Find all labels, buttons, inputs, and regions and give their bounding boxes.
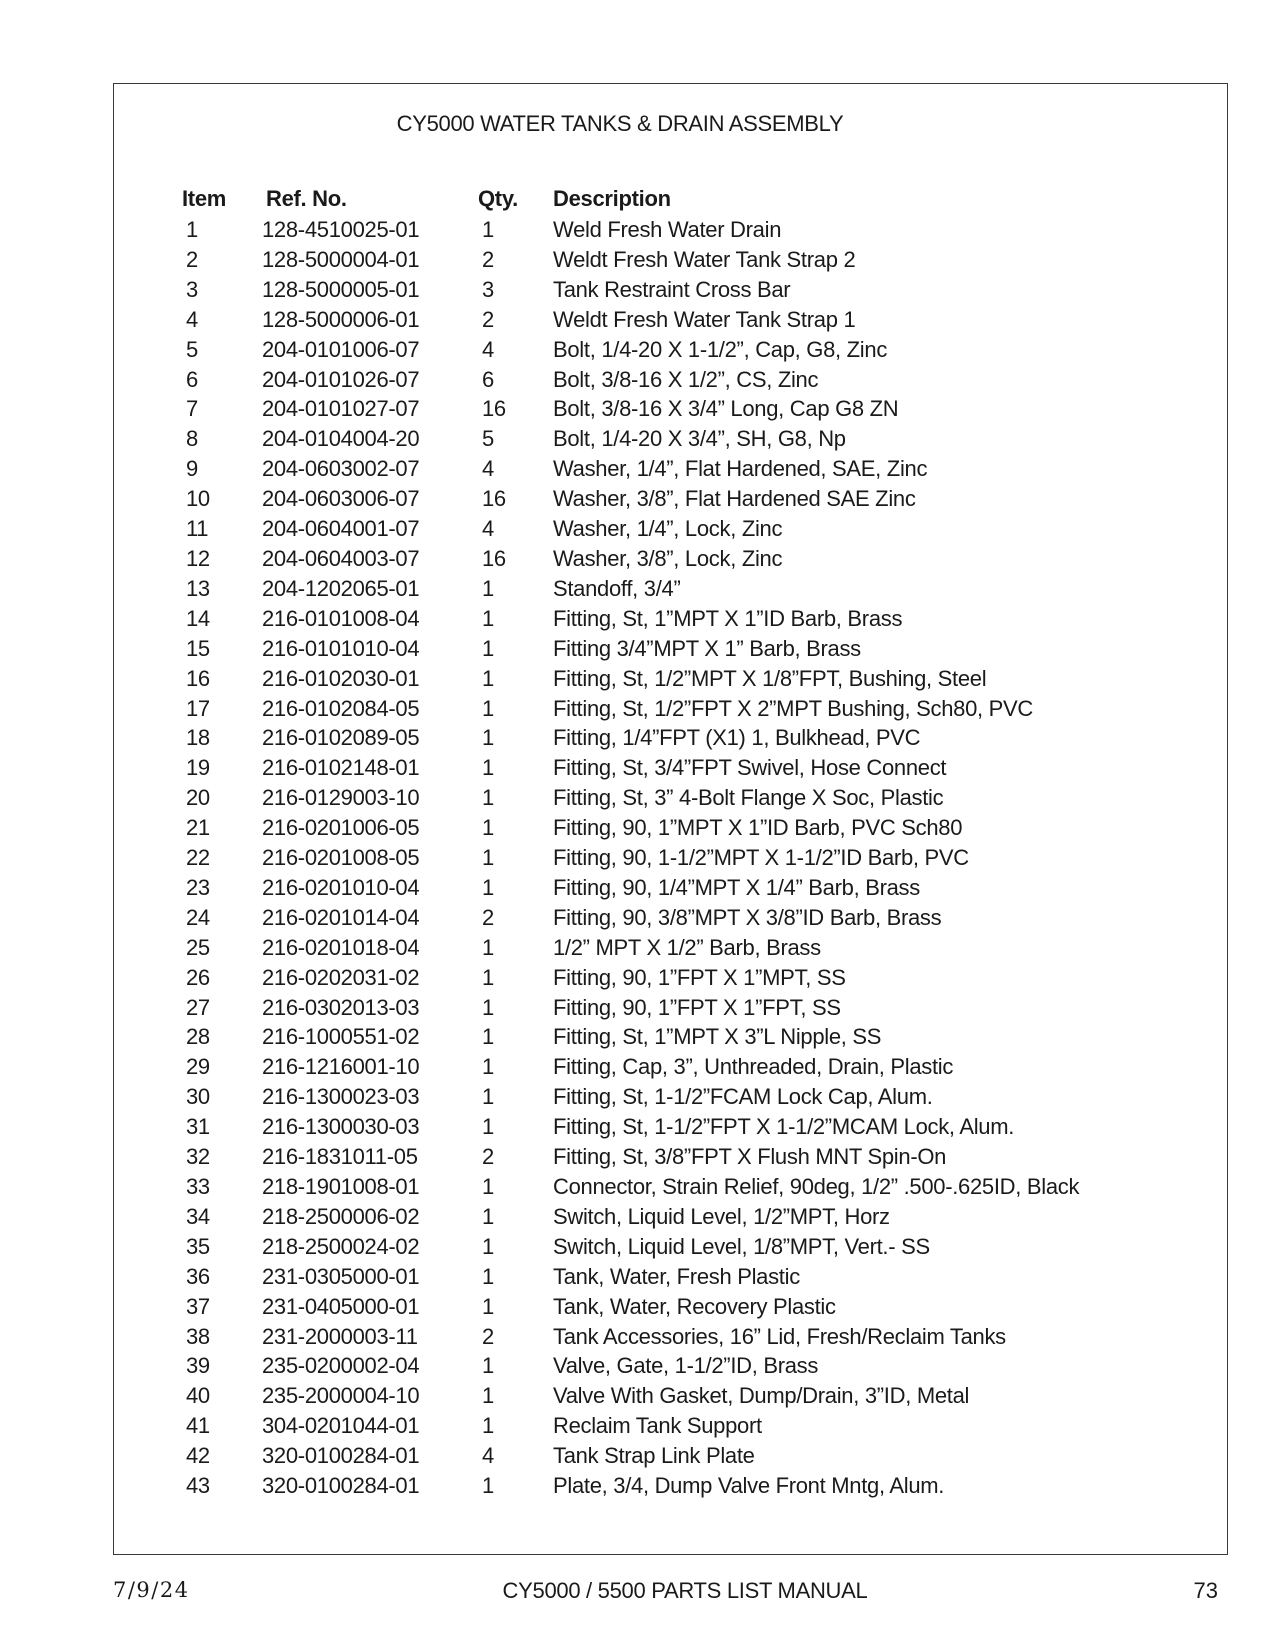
cell-item: 38: [186, 1323, 210, 1349]
cell-ref-no: 235-0200002-04: [262, 1353, 420, 1379]
cell-qty: 1: [482, 1383, 494, 1409]
cell-qty: 1: [482, 874, 494, 900]
cell-item: 18: [186, 725, 210, 751]
table-row: [178, 1232, 1079, 1262]
cell-qty: 1: [482, 1353, 494, 1379]
cell-ref-no: 216-0201008-05: [262, 845, 420, 871]
cell-qty: 1: [482, 1233, 494, 1259]
cell-description: Connector, Strain Relief, 90deg, 1/2” .500-.625ID, Black: [553, 1174, 1080, 1199]
cell-description: Switch, Liquid Level, 1/2”MPT, Horz: [553, 1203, 890, 1229]
table-row: [178, 1202, 1079, 1232]
table-row: [178, 873, 1079, 903]
table-row: [178, 1112, 1079, 1142]
cell-item: 6: [186, 366, 198, 392]
cell-qty: 2: [482, 306, 494, 332]
table-row: [178, 1322, 1079, 1352]
cell-ref-no: 216-0201018-04: [262, 934, 420, 960]
table-row: [178, 963, 1079, 993]
cell-qty: 16: [482, 396, 506, 422]
cell-description: Valve, Gate, 1-1/2”ID, Brass: [553, 1353, 819, 1379]
cell-description: Valve With Gasket, Dump/Drain, 3”ID, Metal: [553, 1383, 970, 1409]
table-row: [178, 843, 1079, 873]
cell-ref-no: 216-0102148-01: [262, 755, 420, 781]
cell-description: Fitting, St, 3/8”FPT X Flush MNT Spin-On: [553, 1144, 947, 1170]
table-row: [178, 454, 1079, 484]
cell-ref-no: 128-5000006-01: [262, 306, 420, 332]
cell-ref-no: 216-0101008-04: [262, 605, 420, 631]
cell-qty: 6: [482, 366, 494, 392]
cell-qty: 1: [482, 605, 494, 631]
cell-description: Bolt, 1/4-20 X 3/4”, SH, G8, Np: [553, 426, 846, 452]
table-row: [178, 305, 1079, 335]
table-row: [178, 723, 1079, 753]
cell-item: 8: [186, 426, 198, 452]
table-row: [178, 664, 1079, 694]
cell-qty: 1: [482, 755, 494, 781]
cell-ref-no: 216-1831011-05: [262, 1144, 418, 1170]
cell-ref-no: 216-0302013-03: [262, 994, 420, 1020]
cell-ref-no: 204-1202065-01: [262, 575, 420, 601]
cell-ref-no: 231-0405000-01: [262, 1293, 420, 1319]
table-row: [178, 993, 1079, 1023]
cell-ref-no: 128-4510025-01: [262, 217, 420, 242]
cell-item: 43: [186, 1473, 210, 1499]
cell-description: Washer, 3/8”, Flat Hardened SAE Zinc: [553, 486, 916, 512]
cell-item: 32: [186, 1144, 210, 1170]
cell-item: 13: [186, 575, 210, 601]
cell-description: Fitting, 90, 1”FPT X 1”MPT, SS: [553, 964, 846, 990]
cell-description: Tank, Water, Recovery Plastic: [553, 1293, 836, 1319]
cell-ref-no: 218-2500024-02: [262, 1233, 420, 1259]
cell-item: 25: [186, 934, 210, 960]
cell-description: Fitting, St, 3” 4-Bolt Flange X Soc, Plastic: [553, 785, 944, 811]
cell-ref-no: 231-2000003-11: [262, 1323, 418, 1349]
cell-ref-no: 216-1000551-02: [262, 1024, 420, 1050]
cell-item: 22: [186, 845, 210, 871]
cell-qty: 1: [482, 695, 494, 721]
cell-item: 41: [186, 1413, 210, 1439]
table-row: [178, 245, 1079, 275]
header-item: Item: [182, 185, 227, 211]
table-row: [178, 1292, 1079, 1322]
cell-item: 3: [186, 276, 198, 302]
cell-qty: 4: [482, 336, 494, 362]
cell-description: Fitting, 90, 1”FPT X 1”FPT, SS: [553, 994, 841, 1020]
footer-manual-title: CY5000 / 5500 PARTS LIST MANUAL: [502, 1578, 868, 1603]
cell-ref-no: 320-0100284-01: [262, 1443, 420, 1469]
cell-ref-no: 216-0102089-05: [262, 725, 420, 751]
cell-ref-no: 216-0101010-04: [262, 635, 420, 661]
cell-qty: 1: [482, 1413, 494, 1439]
cell-item: 36: [186, 1263, 210, 1289]
cell-qty: 1: [482, 994, 494, 1020]
cell-qty: 2: [482, 246, 494, 272]
cell-description: Washer, 1/4”, Flat Hardened, SAE, Zinc: [553, 456, 928, 482]
cell-qty: 2: [482, 1144, 494, 1170]
cell-item: 31: [186, 1114, 210, 1140]
cell-description: Fitting, 90, 1-1/2”MPT X 1-1/2”ID Barb, PVC: [553, 845, 969, 871]
table-header-row: [178, 182, 1079, 215]
cell-ref-no: 216-1300030-03: [262, 1114, 420, 1140]
cell-qty: 16: [482, 486, 506, 512]
footer-date: 7/9/24: [113, 1578, 190, 1602]
cell-ref-no: 304-0201044-01: [262, 1413, 420, 1439]
cell-ref-no: 216-1300023-03: [262, 1084, 420, 1110]
table-row: [178, 753, 1079, 783]
cell-item: 35: [186, 1233, 210, 1259]
cell-description: Tank, Water, Fresh Plastic: [553, 1263, 800, 1289]
cell-description: 1/2” MPT X 1/2” Barb, Brass: [553, 934, 821, 960]
cell-ref-no: 216-0129003-10: [262, 785, 420, 811]
cell-qty: 1: [482, 665, 494, 691]
cell-item: 14: [186, 605, 210, 631]
cell-description: Washer, 1/4”, Lock, Zinc: [553, 516, 783, 542]
cell-item: 10: [186, 486, 210, 512]
cell-description: Fitting, St, 1”MPT X 3”L Nipple, SS: [553, 1024, 882, 1050]
header-ref-no: Ref. No.: [266, 185, 347, 211]
cell-item: 40: [186, 1383, 210, 1409]
cell-ref-no: 204-0604001-07: [262, 516, 420, 542]
cell-qty: 1: [482, 217, 494, 242]
cell-description: Fitting, St, 1/2”MPT X 1/8”FPT, Bushing, Steel: [553, 665, 987, 691]
cell-description: Fitting, St, 3/4”FPT Swivel, Hose Connect: [553, 755, 947, 781]
cell-description: Tank Strap Link Plate: [553, 1443, 755, 1469]
cell-qty: 4: [482, 456, 494, 482]
cell-item: 42: [186, 1443, 210, 1469]
cell-qty: 3: [482, 276, 494, 302]
cell-description: Fitting, 90, 1/4”MPT X 1/4” Barb, Brass: [553, 874, 920, 900]
table-row: [178, 275, 1079, 305]
cell-qty: 1: [482, 964, 494, 990]
table-row: [178, 1172, 1079, 1202]
table-row: [178, 783, 1079, 813]
table-row: [178, 484, 1079, 514]
table-row: [178, 1471, 1079, 1501]
cell-qty: 1: [482, 785, 494, 811]
cell-description: Standoff, 3/4”: [553, 575, 681, 601]
cell-qty: 16: [482, 545, 506, 571]
cell-description: Plate, 3/4, Dump Valve Front Mntg, Alum.: [553, 1473, 945, 1499]
cell-item: 23: [186, 874, 210, 900]
cell-description: Fitting, 90, 3/8”MPT X 3/8”ID Barb, Brass: [553, 904, 942, 930]
cell-item: 12: [186, 545, 210, 571]
table-row: [178, 634, 1079, 664]
cell-qty: 1: [482, 1084, 494, 1110]
cell-ref-no: 204-0101026-07: [262, 366, 420, 392]
table-row: [178, 215, 1079, 245]
cell-ref-no: 128-5000004-01: [262, 246, 420, 272]
table-row: [178, 813, 1079, 843]
parts-table-body: [178, 215, 1079, 1501]
cell-qty: 4: [482, 516, 494, 542]
cell-item: 19: [186, 755, 210, 781]
table-row: [178, 424, 1079, 454]
cell-item: 2: [186, 246, 198, 272]
cell-ref-no: 216-0102084-05: [262, 695, 420, 721]
cell-ref-no: 216-0201010-04: [262, 874, 420, 900]
cell-item: 7: [186, 396, 198, 422]
cell-item: 20: [186, 785, 210, 811]
cell-item: 27: [186, 994, 210, 1020]
cell-ref-no: 218-1901008-01: [262, 1174, 420, 1199]
cell-ref-no: 216-1216001-10: [262, 1054, 420, 1080]
cell-item: 29: [186, 1054, 210, 1080]
cell-ref-no: 128-5000005-01: [262, 276, 420, 302]
table-row: [178, 1351, 1079, 1381]
table-row: [178, 1411, 1079, 1441]
cell-ref-no: 235-2000004-10: [262, 1383, 420, 1409]
cell-description: Tank Restraint Cross Bar: [553, 276, 791, 302]
cell-item: 16: [186, 665, 210, 691]
cell-description: Bolt, 1/4-20 X 1-1/2”, Cap, G8, Zinc: [553, 336, 888, 362]
cell-item: 11: [186, 516, 209, 542]
cell-qty: 1: [482, 1263, 494, 1289]
table-row: [178, 694, 1079, 724]
table-row: [178, 544, 1079, 574]
cell-item: 5: [186, 336, 198, 362]
cell-ref-no: 204-0604003-07: [262, 545, 420, 571]
cell-ref-no: 216-0202031-02: [262, 964, 420, 990]
cell-qty: 1: [482, 1054, 494, 1080]
table-row: [178, 1142, 1079, 1172]
cell-description: Fitting, St, 1-1/2”FPT X 1-1/2”MCAM Lock, Alum.: [553, 1114, 1015, 1140]
cell-qty: 5: [482, 426, 494, 452]
cell-description: Fitting 3/4”MPT X 1” Barb, Brass: [553, 635, 861, 661]
cell-qty: 1: [482, 725, 494, 751]
table-row: [178, 394, 1079, 424]
table-row: [178, 335, 1079, 365]
cell-qty: 1: [482, 1293, 494, 1319]
cell-qty: 1: [482, 635, 494, 661]
cell-ref-no: 231-0305000-01: [262, 1263, 420, 1289]
cell-description: Fitting, 90, 1”MPT X 1”ID Barb, PVC Sch80: [553, 815, 963, 841]
cell-item: 30: [186, 1084, 210, 1110]
cell-item: 4: [186, 306, 198, 332]
table-row: [178, 1052, 1079, 1082]
cell-description: Weldt Fresh Water Tank Strap 1: [553, 306, 856, 332]
cell-qty: 1: [482, 1024, 494, 1050]
cell-qty: 1: [482, 575, 494, 601]
table-row: [178, 903, 1079, 933]
cell-item: 33: [186, 1174, 210, 1199]
cell-description: Bolt, 3/8-16 X 1/2”, CS, Zinc: [553, 366, 819, 392]
header-qty: Qty.: [478, 185, 518, 211]
cell-description: Weld Fresh Water Drain: [553, 217, 782, 242]
cell-description: Reclaim Tank Support: [553, 1413, 762, 1439]
cell-description: Fitting, St, 1/2”FPT X 2”MPT Bushing, Sch80, PVC: [553, 695, 1033, 721]
cell-item: 24: [186, 904, 210, 930]
cell-qty: 1: [482, 1473, 494, 1499]
cell-item: 34: [186, 1203, 210, 1229]
cell-description: Weldt Fresh Water Tank Strap 2: [553, 246, 856, 272]
table-row: [178, 514, 1079, 544]
cell-qty: 1: [482, 934, 494, 960]
cell-item: 17: [186, 695, 210, 721]
table-row: [178, 1262, 1079, 1292]
cell-qty: 1: [482, 845, 494, 871]
cell-item: 1: [186, 217, 198, 242]
cell-qty: 1: [482, 1174, 494, 1199]
cell-item: 39: [186, 1353, 210, 1379]
table-row: [178, 933, 1079, 963]
cell-ref-no: 218-2500006-02: [262, 1203, 420, 1229]
cell-description: Bolt, 3/8-16 X 3/4” Long, Cap G8 ZN: [553, 396, 899, 422]
cell-description: Fitting, Cap, 3”, Unthreaded, Drain, Plastic: [553, 1054, 954, 1080]
cell-qty: 2: [482, 1323, 494, 1349]
cell-ref-no: 204-0104004-20: [262, 426, 420, 452]
table-row: [178, 574, 1079, 604]
table-row: [178, 1022, 1079, 1052]
cell-ref-no: 204-0101027-07: [262, 396, 420, 422]
cell-description: Switch, Liquid Level, 1/8”MPT, Vert.- SS: [553, 1233, 930, 1259]
cell-qty: 2: [482, 904, 494, 930]
cell-item: 37: [186, 1293, 210, 1319]
cell-description: Washer, 3/8”, Lock, Zinc: [553, 545, 783, 571]
header-description: Description: [553, 185, 671, 211]
table-row: [178, 1381, 1079, 1411]
cell-ref-no: 204-0603002-07: [262, 456, 420, 482]
cell-qty: 4: [482, 1443, 494, 1469]
cell-item: 21: [186, 815, 210, 841]
cell-qty: 1: [482, 1203, 494, 1229]
cell-qty: 1: [482, 1114, 494, 1140]
cell-ref-no: 320-0100284-01: [262, 1473, 420, 1499]
cell-description: Fitting, 1/4”FPT (X1) 1, Bulkhead, PVC: [553, 725, 921, 751]
cell-qty: 1: [482, 815, 494, 841]
cell-ref-no: 216-0102030-01: [262, 665, 420, 691]
cell-item: 9: [186, 456, 198, 482]
table-row: [178, 1441, 1079, 1471]
cell-item: 15: [186, 635, 210, 661]
cell-ref-no: 204-0603006-07: [262, 486, 420, 512]
cell-ref-no: 216-0201006-05: [262, 815, 420, 841]
parts-table: [178, 182, 1079, 1501]
cell-description: Fitting, St, 1-1/2”FCAM Lock Cap, Alum.: [553, 1084, 933, 1110]
cell-ref-no: 216-0201014-04: [262, 904, 420, 930]
document-title: CY5000 WATER TANKS & DRAIN ASSEMBLY: [396, 111, 844, 136]
table-row: [178, 604, 1079, 634]
cell-item: 26: [186, 964, 210, 990]
table-row: [178, 1082, 1079, 1112]
cell-description: Tank Accessories, 16” Lid, Fresh/Reclaim Tanks: [553, 1323, 1006, 1349]
page-number: 73: [1193, 1578, 1218, 1603]
table-row: [178, 365, 1079, 395]
cell-ref-no: 204-0101006-07: [262, 336, 420, 362]
cell-item: 28: [186, 1024, 210, 1050]
cell-description: Fitting, St, 1”MPT X 1”ID Barb, Brass: [553, 605, 903, 631]
